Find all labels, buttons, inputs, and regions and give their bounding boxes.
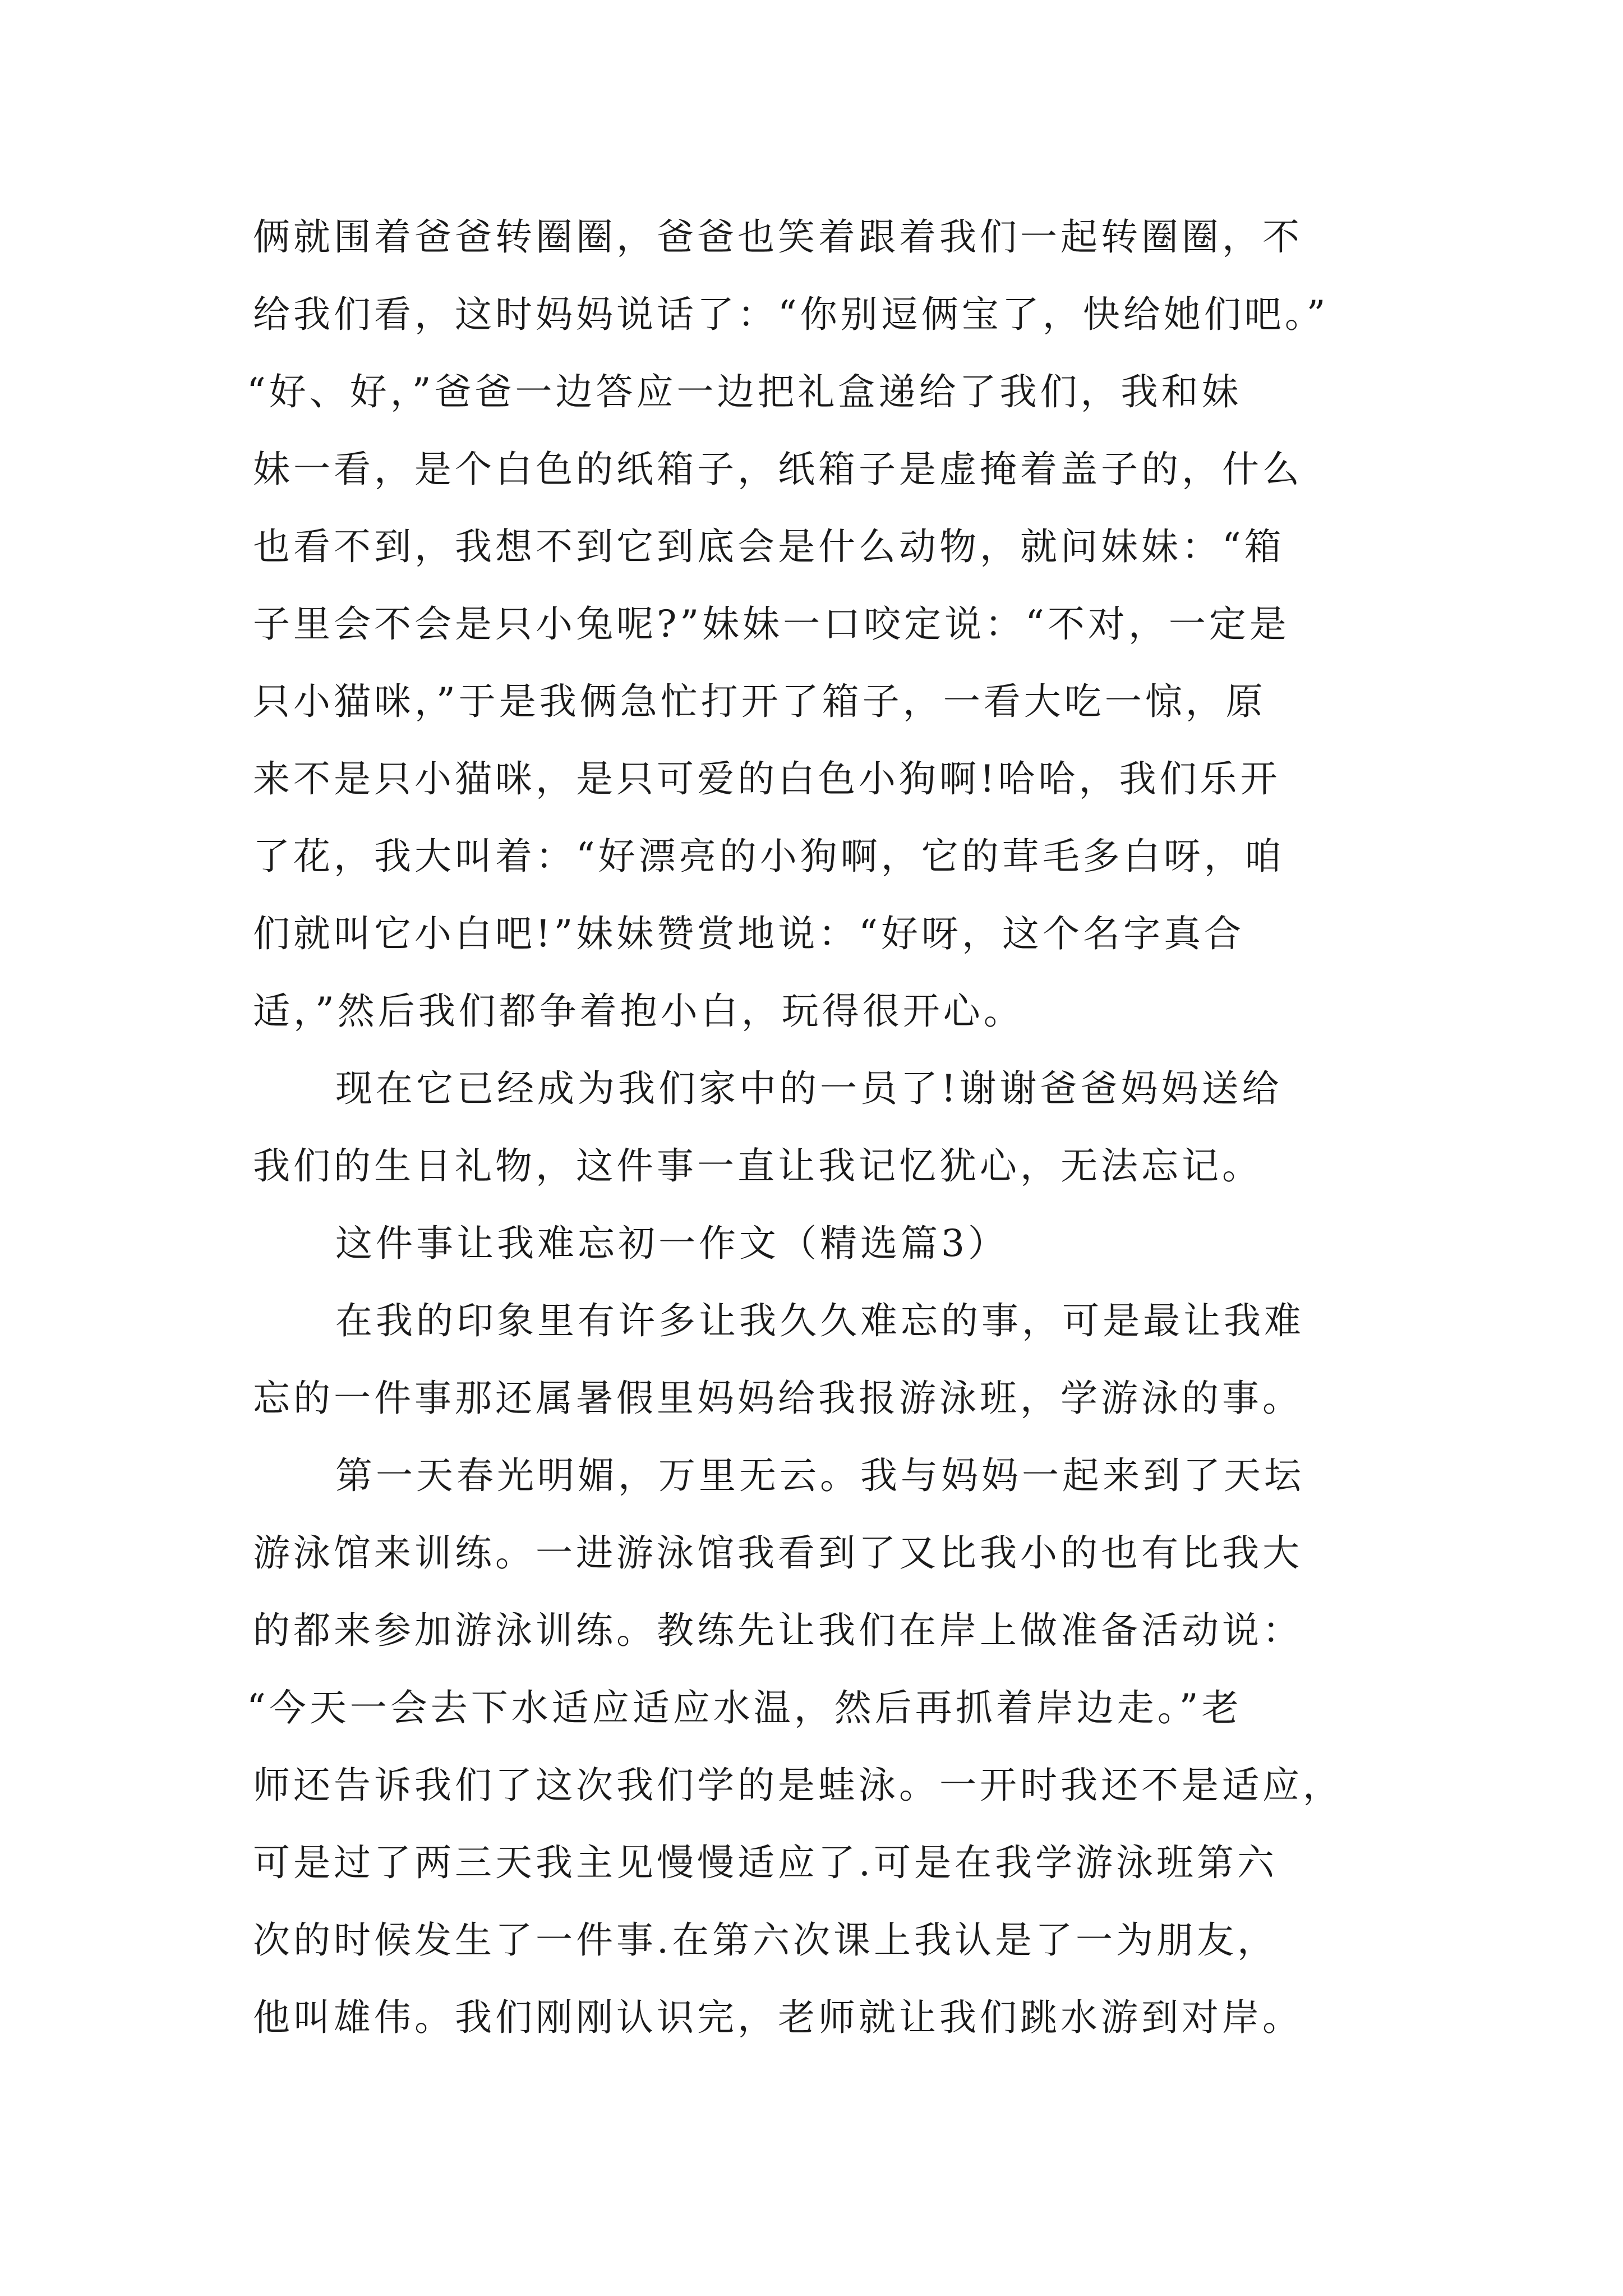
text-line: 师还告诉我们了这次我们学的是蛙泳。一开时我还不是适应，: [253, 1764, 1343, 1807]
section-heading: 这件事让我难忘初一作文（精选篇3）: [335, 1222, 1008, 1265]
text-line: 适，”然后我们都争着抱小白，玩得很开心。: [253, 990, 1024, 1033]
text-line: 的都来参加游泳训练。教练先让我们在岸上做准备活动说：: [253, 1609, 1303, 1652]
text-line: 妹一看，是个白色的纸箱子，纸箱子是虚掩着盖子的，什么: [253, 448, 1303, 491]
text-line: 也看不到，我想不到它到底会是什么动物，就问妹妹：“箱: [253, 525, 1285, 568]
text-line: 他叫雄伟。我们刚刚认识完，老师就让我们跳水游到对岸。: [253, 1996, 1303, 2039]
text-line: 给我们看，这时妈妈说话了：“你别逗俩宝了，快给她们吧。”: [253, 293, 1329, 336]
text-line: 了花，我大叫着：“好漂亮的小狗啊，它的茸毛多白呀，咱: [253, 835, 1285, 878]
text-line: 忘的一件事那还属暑假里妈妈给我报游泳班，学游泳的事。: [253, 1377, 1303, 1420]
text-line: “今天一会去下水适应适应水温，然后再抓着岸边走。”老: [247, 1686, 1242, 1729]
text-line: 俩就围着爸爸转圈圈，爸爸也笑着跟着我们一起转圈圈，不: [253, 215, 1303, 259]
text-line: 只小猫咪，”于是我俩急忙打开了箱子，一看大吃一惊，原: [253, 680, 1266, 723]
text-line: 子里会不会是只小兔呢?”妹妹一口咬定说：“不对，一定是: [253, 602, 1290, 646]
text-line: 第一天春光明媚，万里无云。我与妈妈一起来到了天坛: [335, 1454, 1304, 1497]
text-line: 游泳馆来训练。一进游泳馆我看到了又比我小的也有比我大: [253, 1531, 1303, 1575]
text-line: 现在它已经成为我们家中的一员了!谢谢爸爸妈妈送给: [335, 1067, 1283, 1110]
text-line: 可是过了两三天我主见慢慢适应了.可是在我学游泳班第六: [253, 1841, 1278, 1884]
text-line: 次的时候发生了一件事.在第六次课上我认是了一为朋友，: [253, 1918, 1278, 1962]
text-line: 在我的印象里有许多让我久久难忘的事，可是最让我难: [335, 1299, 1304, 1342]
text-line: 们就叫它小白吧!”妹妹赞赏地说：“好呀，这个名字真合: [253, 912, 1245, 955]
text-line: “好、好，”爸爸一边答应一边把礼盒递给了我们，我和妹: [247, 370, 1242, 413]
text-line: 我们的生日礼物，这件事一直让我记忆犹心，无法忘记。: [253, 1144, 1262, 1188]
text-line: 来不是只小猫咪，是只可爱的白色小狗啊!哈哈，我们乐开: [253, 757, 1281, 800]
